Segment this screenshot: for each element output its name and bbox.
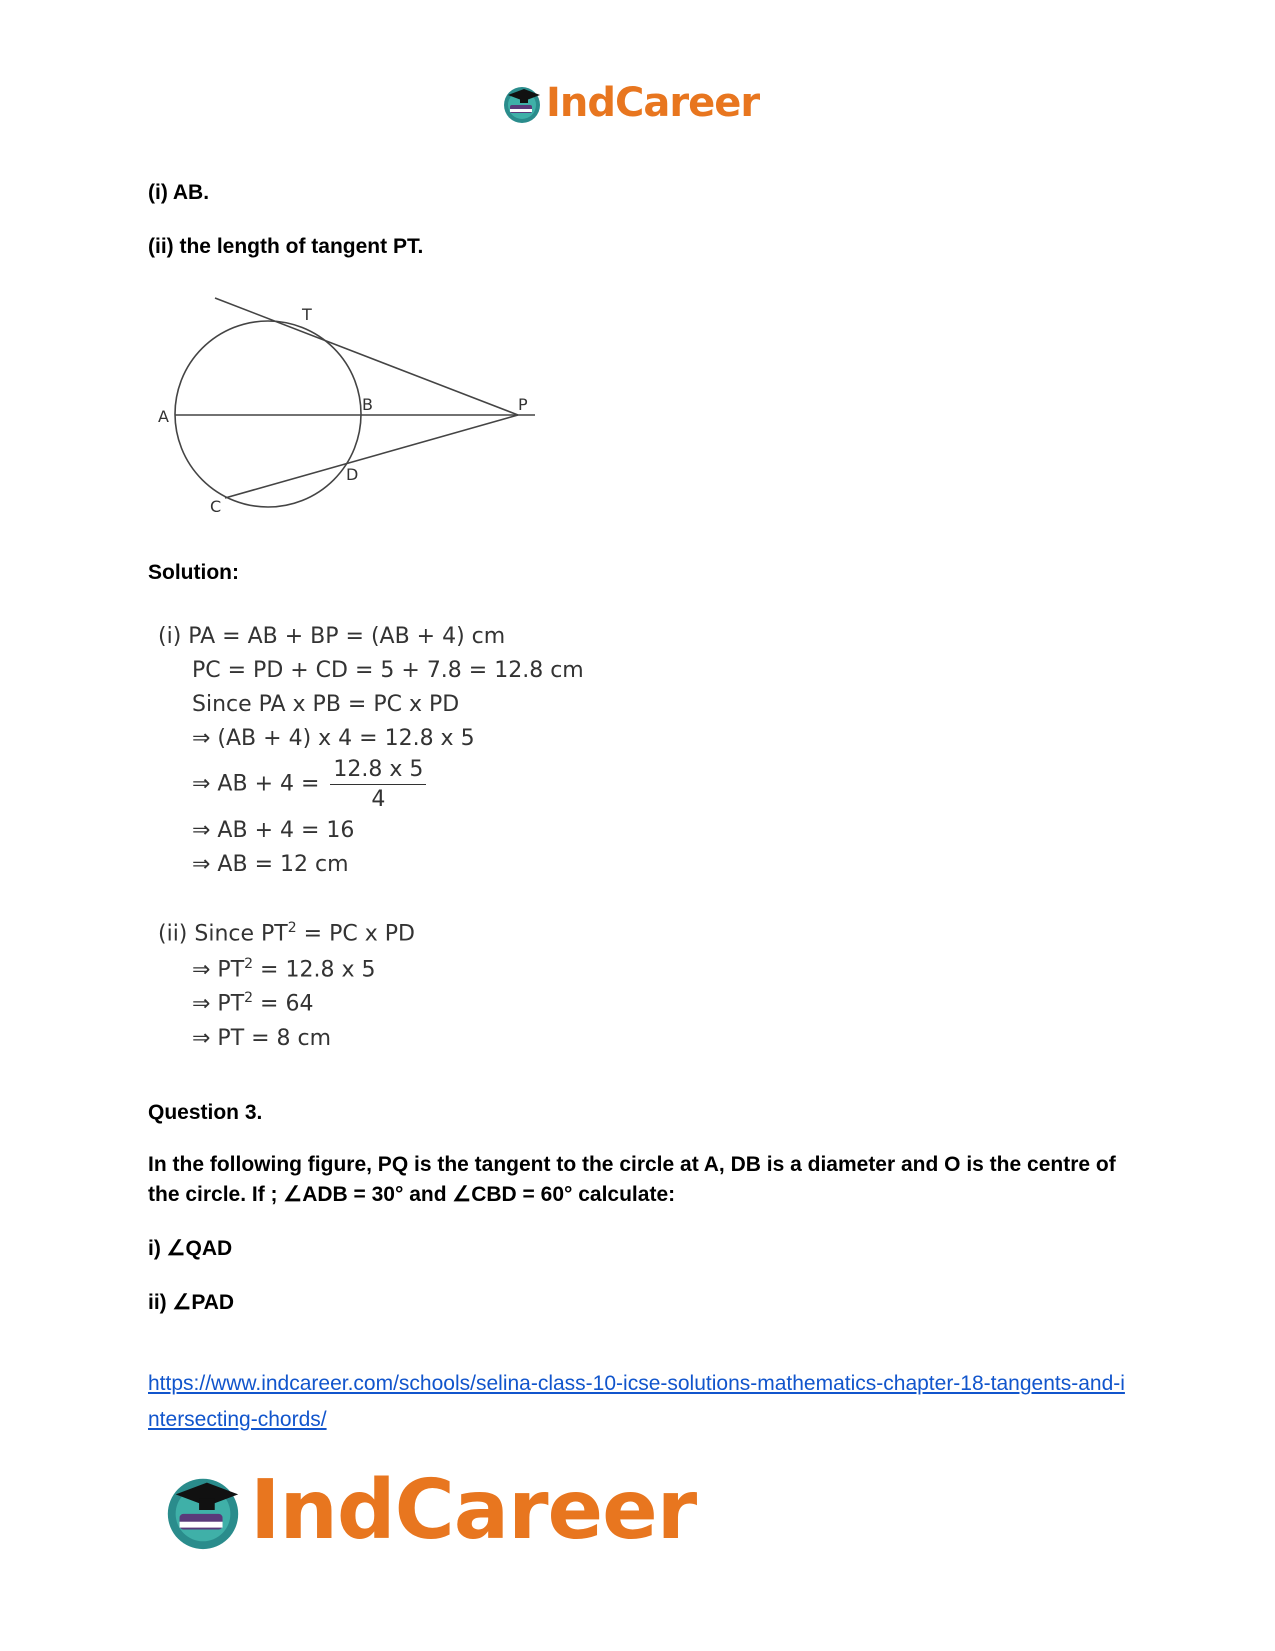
solution-i-line-2: PC = PD + CD = 5 + 7.8 = 12.8 cm [192, 658, 584, 683]
question-3-heading: Question 3. [148, 1101, 263, 1124]
graduation-book-globe-icon [160, 1467, 246, 1553]
secant-line-cp [225, 415, 518, 498]
label-b: B [362, 395, 373, 414]
solution-ii-line-3-b: = 64 [253, 991, 314, 1017]
solution-heading: Solution: [148, 561, 239, 584]
question-part-ii: (ii) the length of tangent PT. [148, 235, 424, 258]
solution-i-line-7: ⇒ AB = 12 cm [192, 852, 349, 877]
solution-i-line-3: Since PA x PB = PC x PD [192, 692, 460, 717]
solution-i-line-4: ⇒ (AB + 4) x 4 = 12.8 x 5 [192, 726, 475, 751]
solution-ii-line-2 [192, 956, 375, 982]
solution-ii-line-1-b: = PC x PD [296, 921, 415, 947]
solution-ii-line-3 [192, 990, 313, 1016]
circle [175, 321, 361, 507]
fraction-denominator: 4 [371, 787, 386, 812]
solution-ii-line-2-a: ⇒ PT [192, 957, 245, 983]
graduation-book-globe-icon [500, 81, 544, 125]
superscript: 2 [287, 920, 297, 936]
solution-i-line-5 [192, 757, 426, 812]
header-logo [500, 78, 759, 128]
superscript: 2 [244, 956, 254, 972]
superscript: 2 [244, 990, 254, 1006]
brand-name: IndCareer [546, 80, 760, 126]
label-d: D [346, 465, 359, 484]
fraction [330, 757, 426, 812]
question-part-i: (i) AB. [148, 181, 210, 204]
circle-tangent-figure [150, 290, 550, 520]
solution-i-line-5-prefix: ⇒ AB + 4 = [192, 771, 320, 797]
question-3-text: In the following figure, PQ is the tangent to the circle at A, DB is a diameter and O is the centre of the circle. If ; ∠ADB = 30° and ∠CBD = 60° calculate: [148, 1153, 1116, 1206]
label-c: C [210, 497, 222, 516]
footer-logo [160, 1462, 697, 1558]
label-a: A [158, 407, 169, 426]
solution-i-line-6: ⇒ AB + 4 = 16 [192, 818, 355, 843]
solution-ii-line-1-a: (ii) Since PT [158, 921, 288, 947]
source-link[interactable]: https://www.indcareer.com/schools/selina-class-10-icse-solutions-mathematics-chapter-18-tangents-and-intersecting-chords/ [148, 1372, 1125, 1431]
solution-ii-line-1 [158, 920, 415, 946]
fraction-numerator: 12.8 x 5 [330, 757, 426, 785]
brand-name: IndCareer [250, 1462, 697, 1558]
label-p: P [518, 395, 528, 414]
solution-ii-line-2-b: = 12.8 x 5 [253, 957, 376, 983]
question-3-part-ii: ii) ∠PAD [148, 1291, 235, 1314]
solution-i-line-1: (i) PA = AB + BP = (AB + 4) cm [158, 624, 506, 649]
question-3-part-i: i) ∠QAD [148, 1237, 233, 1260]
solution-ii-line-4: ⇒ PT = 8 cm [192, 1026, 332, 1051]
solution-ii-line-3-a: ⇒ PT [192, 991, 245, 1017]
label-t: T [302, 305, 312, 324]
